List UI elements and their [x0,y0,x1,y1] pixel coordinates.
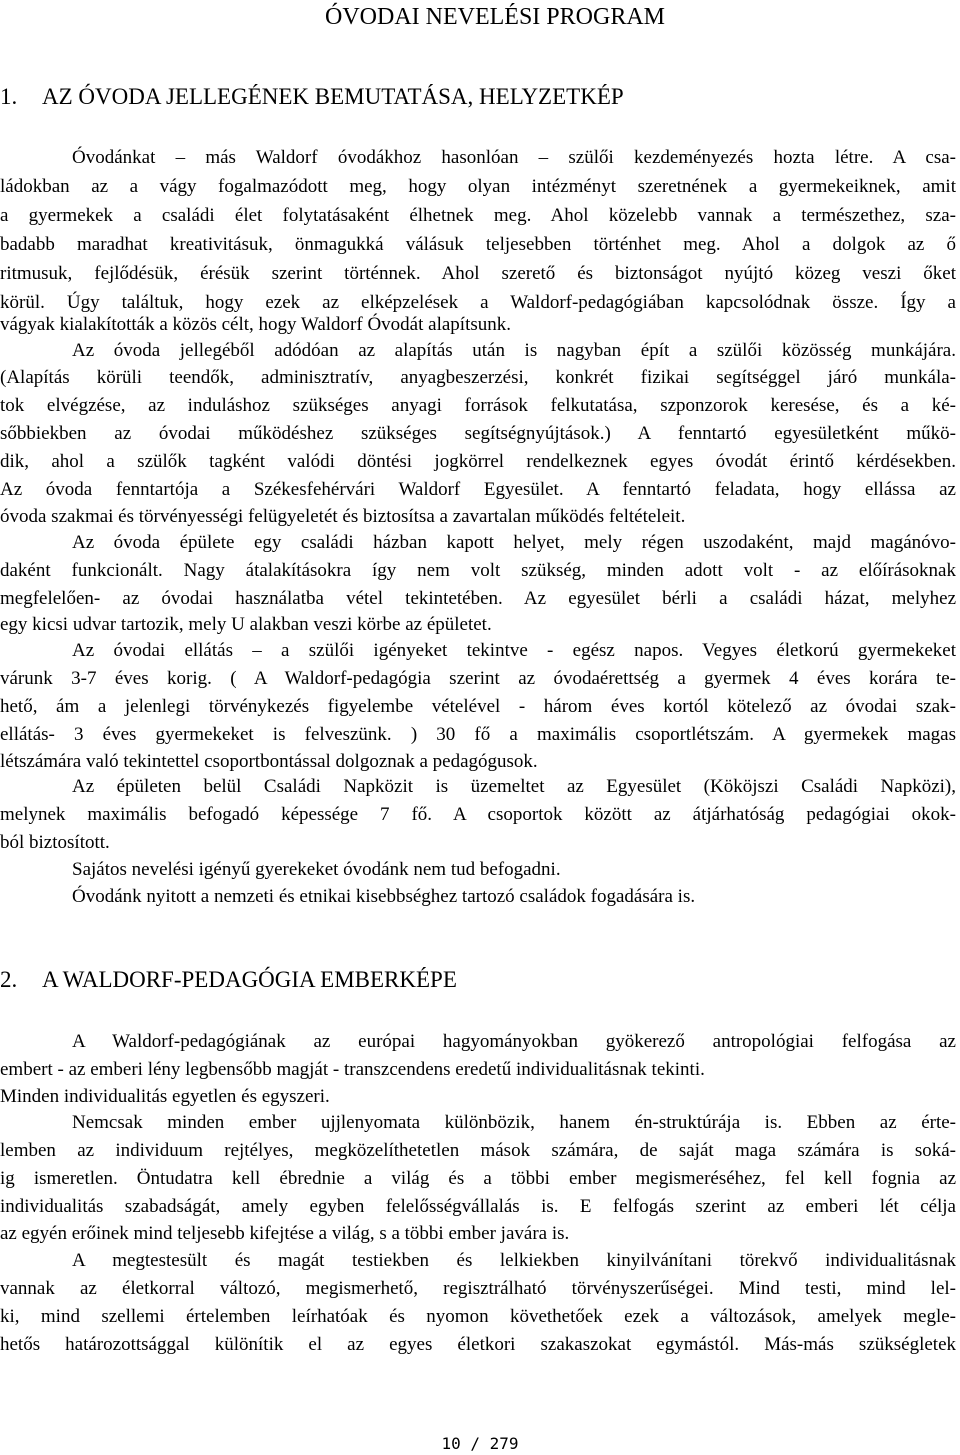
document-title: ÓVODAI NEVELÉSI PROGRAM [325,4,665,30]
section-heading-1 [0,82,624,112]
paragraph-line: vágyak kialakították a közös célt, hogy Waldorf Óvodát alapítsunk. [0,314,511,335]
paragraph-line: badabb maradhat kreativitásuk, önmagukká válásuk teljesebben történhet meg. Ahol a dolgok az ő [0,234,956,255]
paragraph-line: ki, mind szellemi értelemben leírhatóak és nyomon követhetőek ezek a változások, amelyek megle- [0,1306,956,1327]
section-number-1: 1. [0,84,18,109]
paragraph-line: lemben az individuum rejtélyes, megközelíthetetlen mások számára, de saját maga számára is soká- [0,1140,956,1161]
paragraph-line: hető, ám a jelenlegi törvénykezés figyelembe vételével - három éves kortól kötelező az óvodai szak- [0,696,956,717]
paragraph-line: melynek maximális befogadó képessége 7 fő. A csoportok között az átjárhatóság pedagógiai okok- [0,804,956,825]
paragraph-line: ellátás- 3 éves gyermekeket is felveszünk. ) 30 fő a maximális csoportlétszám. A gyermekek magas [0,724,956,745]
paragraph-line: daként funkcionált. Nagy átalakításokra így nem volt szükség, minden adott volt - az előírásoknak [0,560,956,581]
paragraph-line: dik, ahol a szülők tagként valódi döntési jogkörrel rendelkeznek egyes óvodát érintő kérdésekben. [0,451,956,472]
paragraph-line: körül. Úgy találtuk, hogy ezek az elképzelések a Waldorf-pedagógiában kapcsolódnak össze. Így a [0,292,956,313]
paragraph-line: Nemcsak minden ember ujjlenyomata különbözik, hanem én-struktúrája is. Ebben az érte- [72,1112,956,1133]
paragraph-line: ritmusuk, fejlődésük, érésük szerint történnek. Ahol szerető és biztonságot nyújtó közeg veszi őket [0,263,956,284]
paragraph-line: Az óvoda fenntartója a Székesfehérvári Waldorf Egyesület. A fenntartó feladata, hogy ellássa az [0,479,956,500]
paragraph-line: egy kicsi udvar tartozik, mely U alakban veszi körbe az épületet. [0,614,492,635]
section-title-1: AZ ÓVODA JELLEGÉNEK BEMUTATÁSA, HELYZETKÉP [42,84,624,109]
paragraph-line: A megtestesült és magát testiekben és lelkiekben kinyilvánítani törekvő individualitásnak [72,1250,956,1271]
paragraph-line: ig ismeretlen. Öntudatra kell ébrednie a világ és a többi ember megismeréséhez, fel kell fognia az [0,1168,956,1189]
paragraph-line: Óvodánkat – más Waldorf óvodákhoz hasonlóan – szülői kezdeményezés hozta létre. A csa- [72,147,956,168]
paragraph-line: individualitás szabadságát, amely egyben felelősségvállalás is. E felfogás szerint az emberi lét célja [0,1196,956,1217]
paragraph-line: vannak az életkorral változó, megismerhető, regisztrálható törvényszerűségei. Mind testi, mind lel- [0,1278,956,1299]
paragraph-line: óvoda szakmai és törvényességi felügyeletét és biztosítsa a zavartalan működés feltételeit. [0,506,686,527]
page-number: 10 / 279 [441,1434,519,1453]
paragraph-line: (Alapítás körüli teendők, adminisztratív, anyagbeszerzési, konkrét fizikai segítséggel járó munkála- [0,367,956,388]
paragraph-line: sőbbiekben az óvodai működéshez szükséges segítségnyújtások.) A fenntartó egyesületként műkö- [0,423,956,444]
paragraph-line: Az óvodai ellátás – a szülői igényeket tekintve - egész napos. Vegyes életkorú gyermekeket [72,640,956,661]
section-number-2: 2. [0,967,18,992]
paragraph-line: ládokban az a vágy fogalmazódott meg, hogy olyan intézményt szeretnének a gyermekeiknek, amit [0,176,956,197]
paragraph-line: Az óvoda jellegéből adódóan az alapítás után is nagyban épít a szülői közösség munkájára. [72,340,956,361]
paragraph-line: embert - az emberi lény legbensőbb magját - transzcendens eredetű individualitásnak tekinti. [0,1059,705,1080]
paragraph-line: Az óvoda épülete egy családi házban kapott helyet, mely régen uszodaként, majd magánóvo- [72,532,956,553]
paragraph-line: létszámára való tekintettel csoportbontással dolgoznak a pedagógusok. [0,751,538,772]
section-heading-2 [0,965,457,995]
paragraph-line: az egyén erőinek mind teljesebb kifejtése a világ, s a többi ember javára is. [0,1223,570,1244]
paragraph-line: ból biztosított. [0,832,110,853]
paragraph-line: megfelelően- az óvodai használatba vétel tekintetében. Az egyesület bérli a családi házat, melyhez [0,588,956,609]
paragraph-line: A Waldorf-pedagógiának az európai hagyományokban gyökerező antropológiai felfogása az [72,1031,956,1052]
paragraph-line: a gyermekek a családi élet folytatásaként élhetnek meg. Ahol közelebb vannak a természethez, sza- [0,205,956,226]
paragraph-line: Óvodánk nyitott a nemzeti és etnikai kisebbséghez tartozó családok fogadására is. [72,886,696,907]
paragraph-line: Sajátos nevelési igényű gyerekeket óvodánk nem tud befogadni. [72,859,561,880]
paragraph-line: hetős határozottsággal különítik el az egyes életkori szakaszokat egymástól. Más-más szükségletek [0,1334,956,1355]
section-title-2: A WALDORF-PEDAGÓGIA EMBERKÉPE [42,967,457,992]
paragraph-line: várunk 3-7 éves korig. ( A Waldorf-pedagógia szerint az óvodaérettség a gyermek 4 éves korára te- [0,668,956,689]
paragraph-line: Minden individualitás egyetlen és egyszeri. [0,1086,330,1107]
paragraph-line: tok elvégzése, az induláshoz szükséges anyagi források felkutatása, szponzorok keresése, és a ké- [0,395,956,416]
paragraph-line: Az épületen belül Családi Napközit is üzemeltet az Egyesület (Kököjszi Családi Napközi), [72,776,956,797]
